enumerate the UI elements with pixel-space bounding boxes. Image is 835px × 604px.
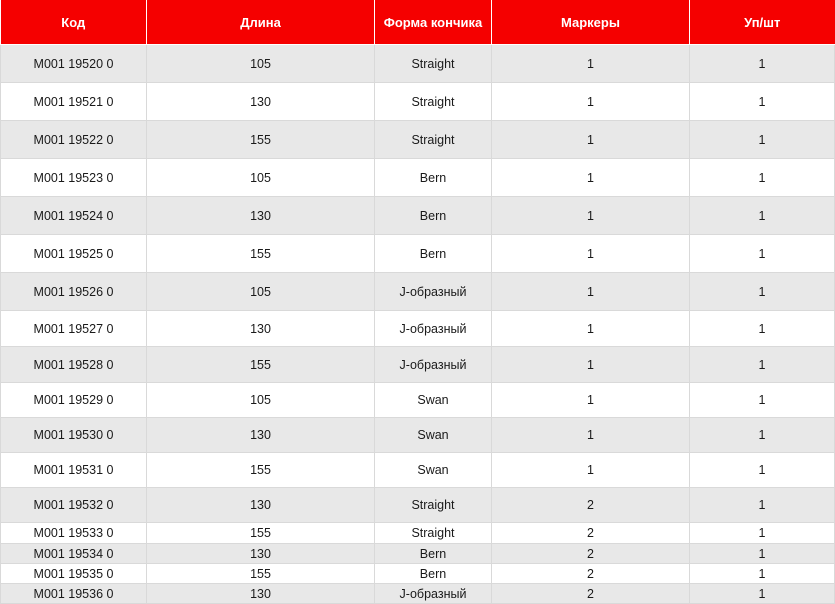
cell-code: M001 19523 0 <box>1 159 147 197</box>
table-row <box>1 197 835 235</box>
table-row <box>1 83 835 121</box>
table-row <box>1 418 835 453</box>
cell-pack: 1 <box>690 273 835 311</box>
cell-length: 130 <box>147 83 375 121</box>
cell-code: M001 19526 0 <box>1 273 147 311</box>
cell-markers: 1 <box>492 159 690 197</box>
cell-markers: 1 <box>492 347 690 383</box>
cell-length: 155 <box>147 121 375 159</box>
table-row <box>1 523 835 544</box>
cell-pack: 1 <box>690 45 835 83</box>
cell-markers: 1 <box>492 383 690 418</box>
cell-length: 105 <box>147 159 375 197</box>
cell-pack: 1 <box>690 235 835 273</box>
cell-length: 130 <box>147 544 375 564</box>
column-header-code: Код <box>1 0 147 45</box>
cell-tip-shape: Bern <box>375 197 492 235</box>
cell-markers: 1 <box>492 311 690 347</box>
cell-length: 155 <box>147 453 375 488</box>
cell-pack: 1 <box>690 488 835 523</box>
cell-tip-shape: Bern <box>375 235 492 273</box>
column-header-tip-shape: Форма кончика <box>375 0 492 45</box>
cell-markers: 2 <box>492 584 690 604</box>
table-header <box>1 0 835 45</box>
cell-length: 155 <box>147 235 375 273</box>
cell-pack: 1 <box>690 347 835 383</box>
cell-length: 130 <box>147 418 375 453</box>
table-row <box>1 159 835 197</box>
cell-pack: 1 <box>690 418 835 453</box>
cell-pack: 1 <box>690 121 835 159</box>
cell-code: M001 19525 0 <box>1 235 147 273</box>
cell-pack: 1 <box>690 544 835 564</box>
cell-code: M001 19527 0 <box>1 311 147 347</box>
column-header-markers: Маркеры <box>492 0 690 45</box>
cell-length: 130 <box>147 584 375 604</box>
cell-pack: 1 <box>690 584 835 604</box>
cell-code: M001 19535 0 <box>1 564 147 584</box>
cell-code: M001 19533 0 <box>1 523 147 544</box>
cell-code: M001 19520 0 <box>1 45 147 83</box>
cell-tip-shape: Swan <box>375 418 492 453</box>
table-row <box>1 45 835 83</box>
table-row <box>1 564 835 584</box>
cell-length: 130 <box>147 311 375 347</box>
cell-length: 155 <box>147 523 375 544</box>
table-body <box>1 45 835 604</box>
cell-markers: 2 <box>492 523 690 544</box>
cell-tip-shape: Straight <box>375 45 492 83</box>
cell-length: 105 <box>147 273 375 311</box>
cell-code: M001 19522 0 <box>1 121 147 159</box>
cell-tip-shape: J-образный <box>375 347 492 383</box>
cell-tip-shape: Straight <box>375 523 492 544</box>
cell-tip-shape: Straight <box>375 121 492 159</box>
table-row <box>1 235 835 273</box>
cell-markers: 1 <box>492 418 690 453</box>
column-header-pack: Уп/шт <box>690 0 835 45</box>
cell-markers: 2 <box>492 544 690 564</box>
cell-pack: 1 <box>690 311 835 347</box>
table-row <box>1 544 835 564</box>
cell-tip-shape: Swan <box>375 383 492 418</box>
cell-pack: 1 <box>690 383 835 418</box>
cell-pack: 1 <box>690 159 835 197</box>
cell-tip-shape: J-образный <box>375 273 492 311</box>
cell-pack: 1 <box>690 83 835 121</box>
cell-markers: 1 <box>492 45 690 83</box>
cell-length: 105 <box>147 383 375 418</box>
cell-markers: 1 <box>492 197 690 235</box>
table-row <box>1 347 835 383</box>
cell-tip-shape: Straight <box>375 488 492 523</box>
cell-length: 155 <box>147 564 375 584</box>
cell-pack: 1 <box>690 453 835 488</box>
cell-code: M001 19529 0 <box>1 383 147 418</box>
cell-markers: 1 <box>492 273 690 311</box>
table-row <box>1 584 835 604</box>
cell-markers: 2 <box>492 564 690 584</box>
cell-length: 105 <box>147 45 375 83</box>
cell-code: M001 19521 0 <box>1 83 147 121</box>
cell-tip-shape: Bern <box>375 564 492 584</box>
cell-markers: 2 <box>492 488 690 523</box>
cell-tip-shape: Swan <box>375 453 492 488</box>
cell-code: M001 19528 0 <box>1 347 147 383</box>
cell-tip-shape: Bern <box>375 544 492 564</box>
table-row <box>1 273 835 311</box>
cell-length: 155 <box>147 347 375 383</box>
cell-code: M001 19531 0 <box>1 453 147 488</box>
cell-pack: 1 <box>690 523 835 544</box>
cell-code: M001 19532 0 <box>1 488 147 523</box>
table-row <box>1 383 835 418</box>
table-row <box>1 453 835 488</box>
cell-length: 130 <box>147 197 375 235</box>
cell-tip-shape: Bern <box>375 159 492 197</box>
cell-pack: 1 <box>690 197 835 235</box>
cell-markers: 1 <box>492 83 690 121</box>
cell-code: M001 19536 0 <box>1 584 147 604</box>
cell-tip-shape: J-образный <box>375 584 492 604</box>
cell-markers: 1 <box>492 235 690 273</box>
cell-length: 130 <box>147 488 375 523</box>
cell-tip-shape: Straight <box>375 83 492 121</box>
cell-code: M001 19530 0 <box>1 418 147 453</box>
table-row <box>1 121 835 159</box>
cell-tip-shape: J-образный <box>375 311 492 347</box>
table-row <box>1 311 835 347</box>
cell-code: M001 19524 0 <box>1 197 147 235</box>
cell-code: M001 19534 0 <box>1 544 147 564</box>
cell-markers: 1 <box>492 453 690 488</box>
cell-markers: 1 <box>492 121 690 159</box>
cell-pack: 1 <box>690 564 835 584</box>
table-header-row <box>1 0 835 45</box>
table-row <box>1 488 835 523</box>
column-header-length: Длина <box>147 0 375 45</box>
